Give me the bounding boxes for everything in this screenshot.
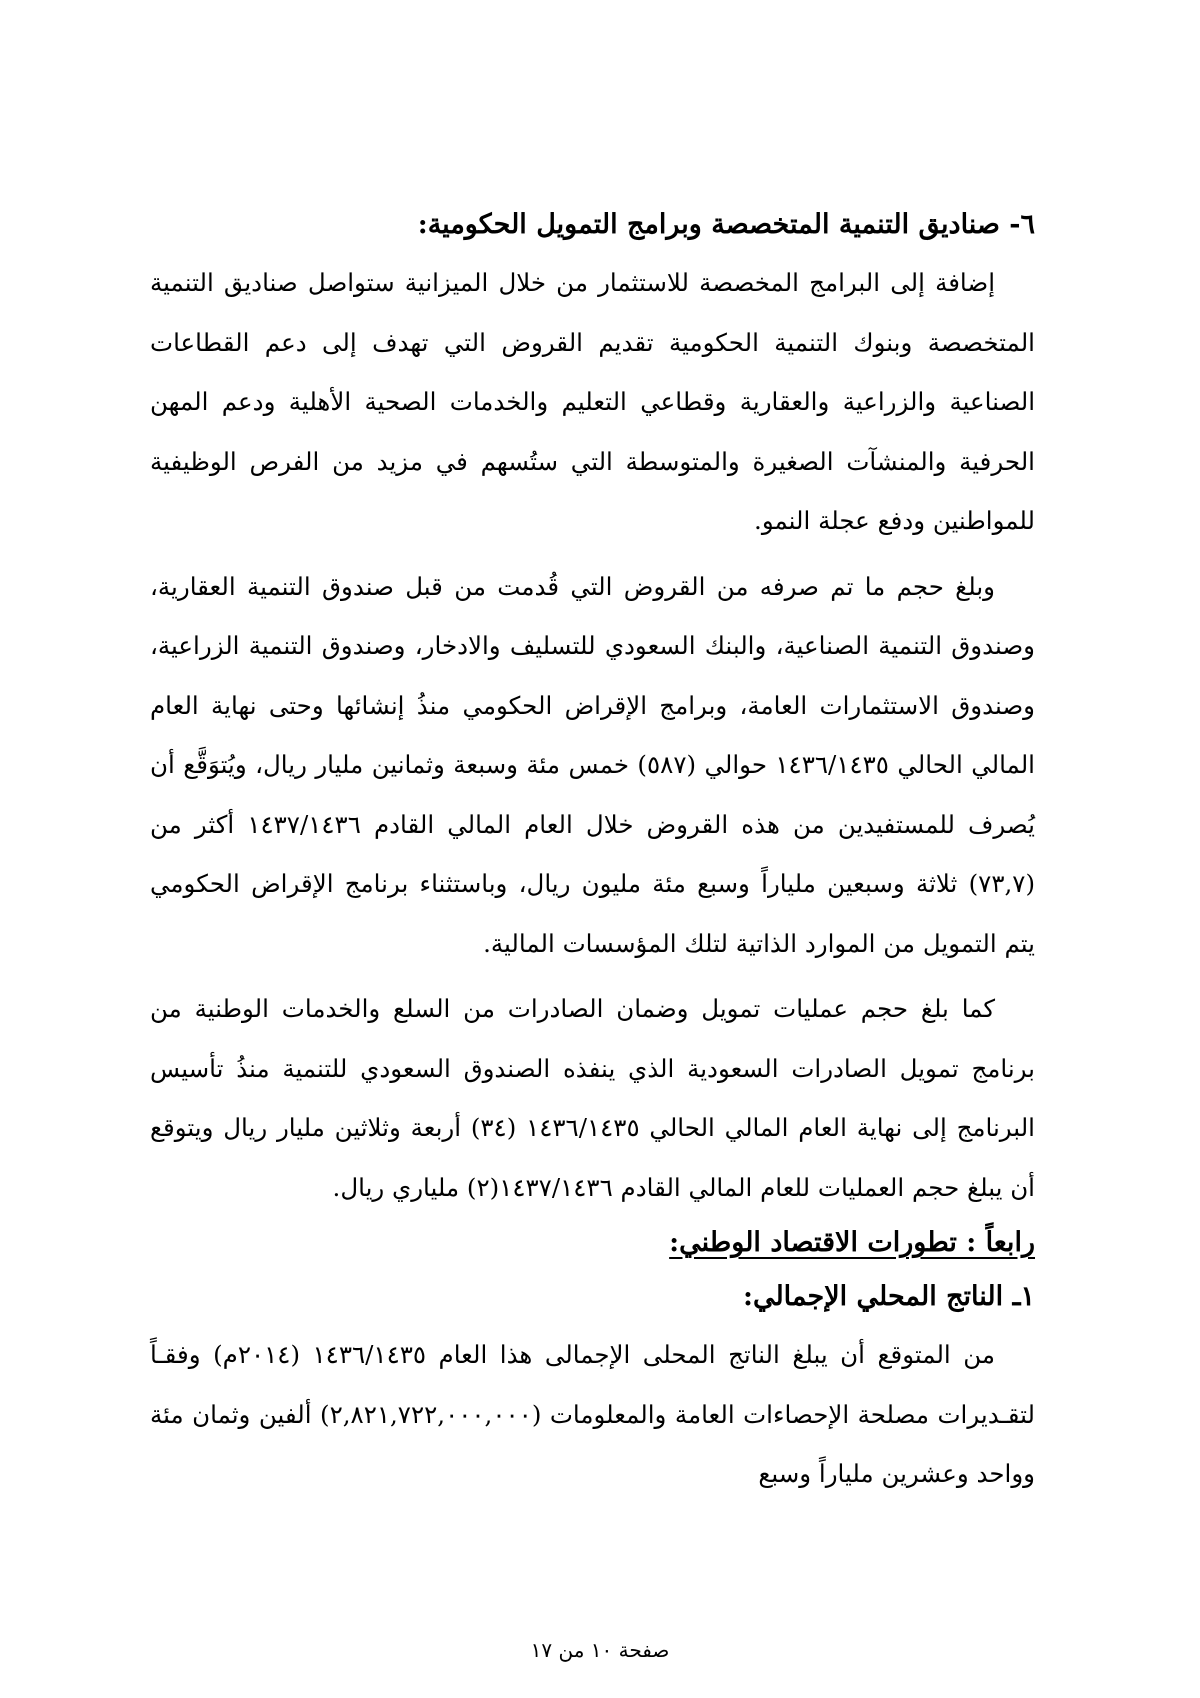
section-6-paragraph-3: كما بلغ حجم عمليات تمويل وضمان الصادرات من السلع والخدمات الوطنية من برنامج تمويل الصادرات السعودية الذي ينفذه الصندوق السعودي للتنمية منذُ تأسيس البرنامج إلى نهاية العام المالي الحالي ١٤٣٦/١٤٣٥ (٣٤) أربعة وثلاثين مليار ريال ويتوقع أن يبلغ حجم العمليات للعام المالي القادم ١٤٣٧/١٤٣٦(٢) ملياري ريال. — [150, 994, 1035, 1202]
section-1-paragraph-1: من المتوقع أن يبلغ الناتج المحلى الإجمالى هذا العام ١٤٣٦/١٤٣٥ (٢٠١٤م) وفقـاً لتقـديرات مصلحة الإحصاءات العامة والمعلومات (٢,٨٢١,٧٢٢,٠٠٠,٠٠٠) ألفين وثمان مئة وواحد وعشرين ملياراً وسبع — [150, 1340, 1035, 1488]
part-four-heading: رابعاً : تطورات الاقتصاد الوطني: — [669, 1227, 1035, 1258]
section-6-paragraph-2: وبلغ حجم ما تم صرفه من القروض التي قُدمت من قبل صندوق التنمية العقارية، وصندوق التنمية الصناعية، والبنك السعودي للتسليف والادخار، وصندوق التنمية الزراعية، وصندوق الاستثمارات العامة، وبرامج الإقراض الحكومي منذُ إنشائها وحتى نهاية العام المالي الحالي ١٤٣٦/١٤٣٥ حوالي (٥٨٧) خمس مئة وسبعة وثمانين مليار ريال، ويُتوَقَّع أن يُصرف للمستفيدين من هذه القروض خلال العام المالي القادم ١٤٣٧/١٤٣٦ أكثر من (٧٣,٧) ثلاثة وسبعين ملياراً وسبع مئة مليون ريال، وباستثناء برنامج الإقراض الحكومي يتم التمويل من الموارد الذاتية لتلك المؤسسات المالية. — [150, 571, 1035, 958]
page-number: صفحة ١٠ من ١٧ — [530, 1638, 670, 1662]
section-1-heading: ١ـ الناتج المحلي الإجمالي: — [742, 1281, 1035, 1312]
section-6-paragraph-1: إضافة إلى البرامج المخصصة للاستثمار من خلال الميزانية ستواصل صناديق التنمية المتخصصة وبنوك التنمية الحكومية تقديم القروض التي تهدف إلى دعم القطاعات الصناعية والزراعية والعقارية وقطاعي التعليم والخدمات الصحية الأهلية ودعم المهن الحرفية والمنشآت الصغيرة والمتوسطة التي ستُسهم في مزيد من الفرص الوظيفية للمواطنين ودفع عجلة النمو. — [150, 268, 1035, 535]
section-6-heading: ٦- صناديق التنمية المتخصصة وبرامج التمويل الحكومية: — [417, 209, 1035, 240]
document-body — [150, 205, 1035, 1510]
